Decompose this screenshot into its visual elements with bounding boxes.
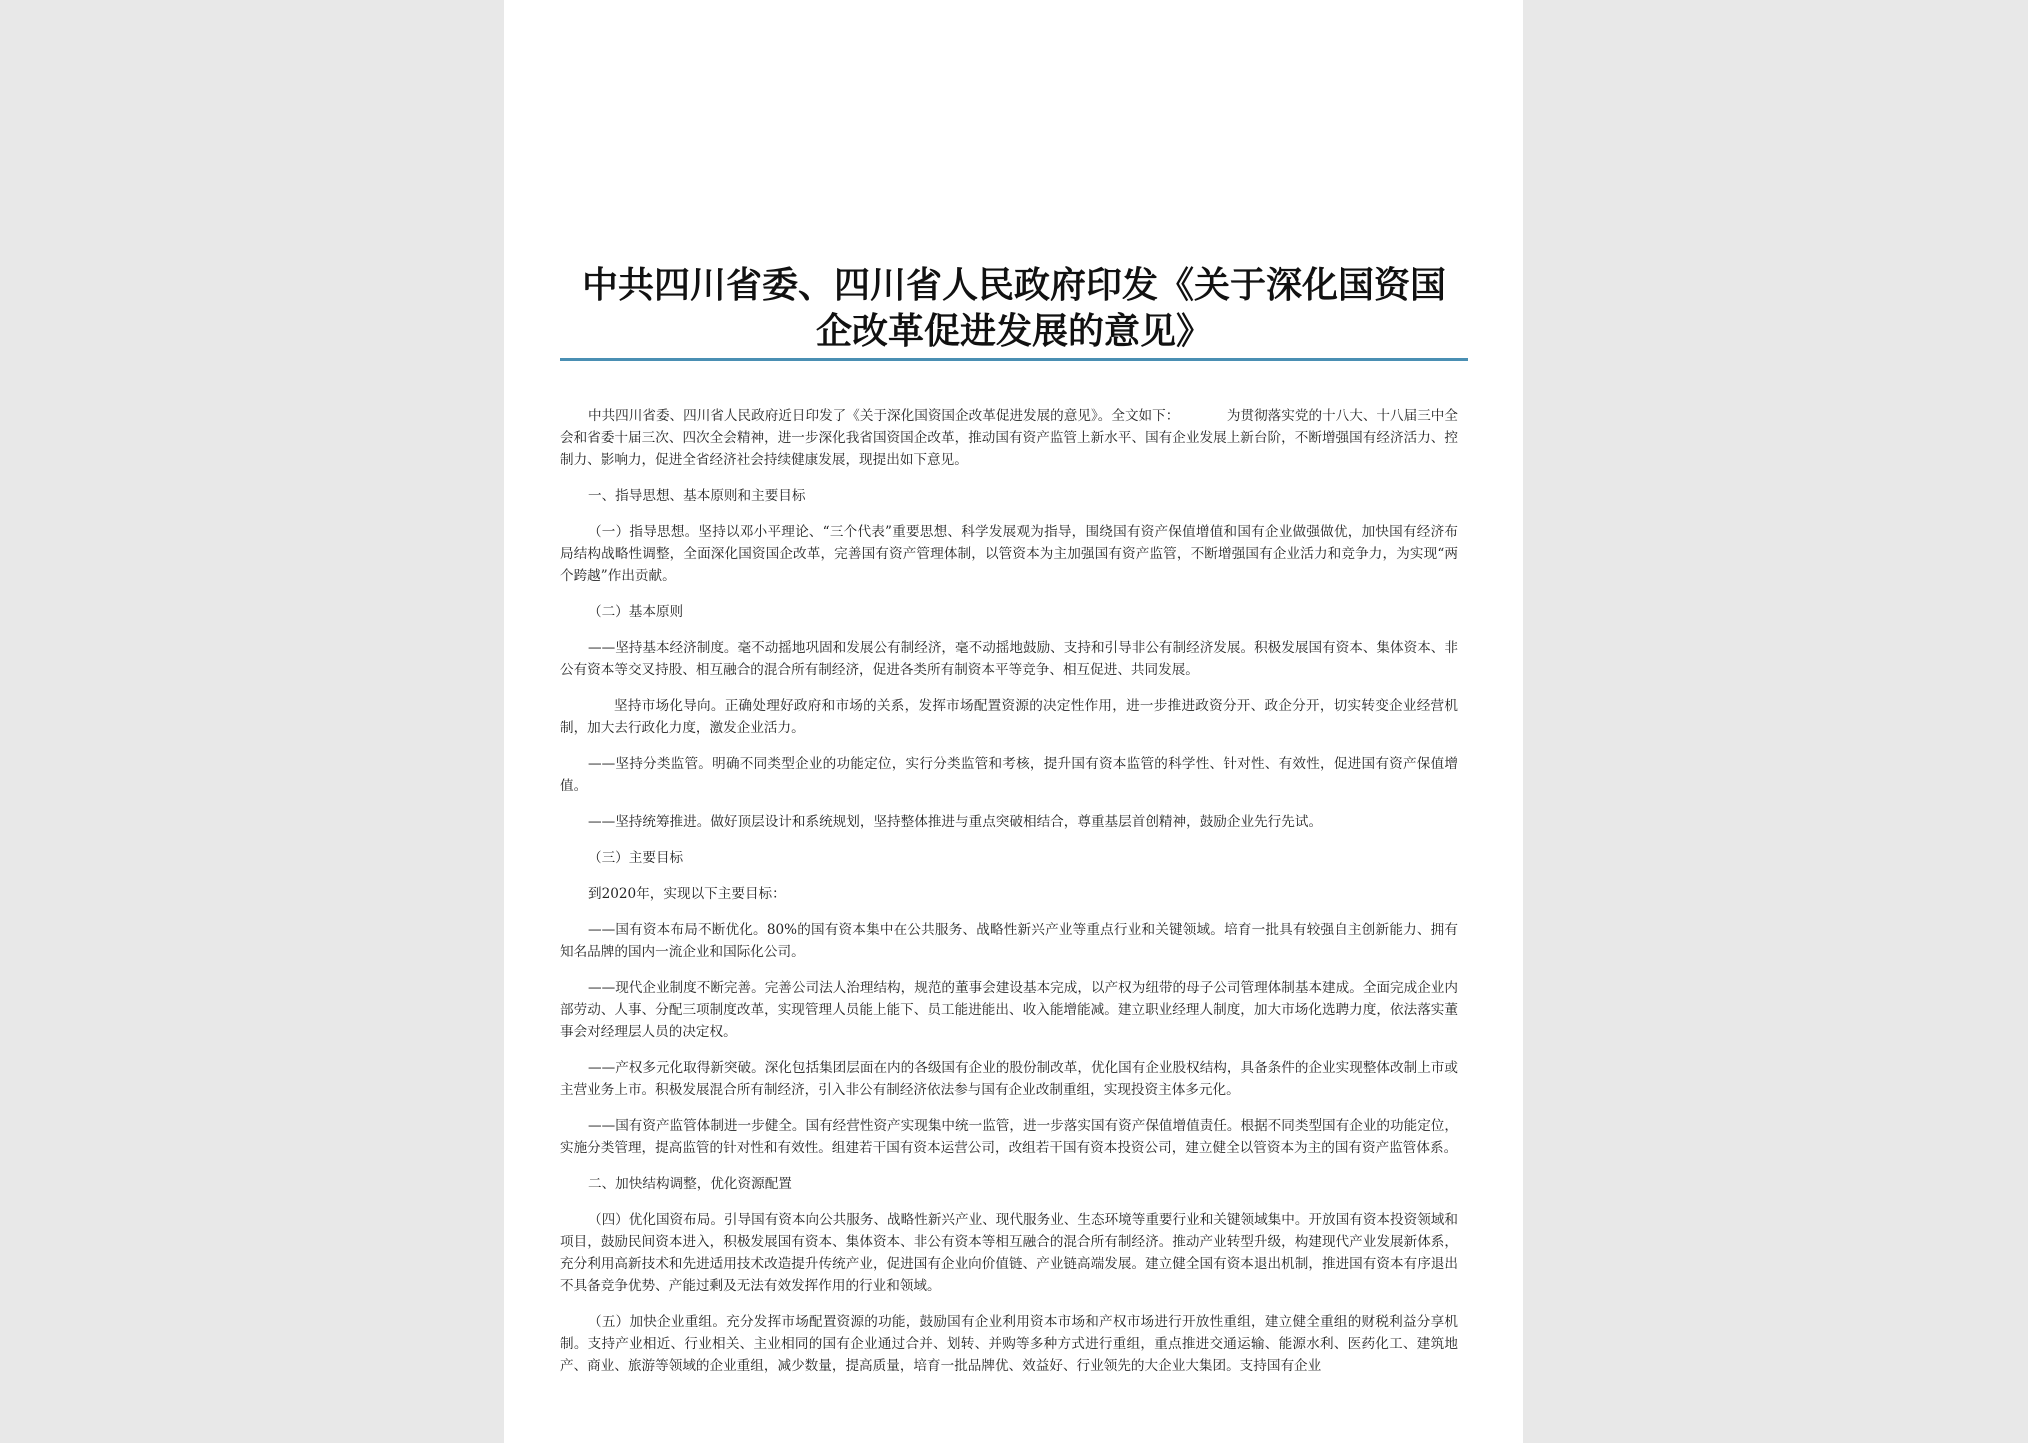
paragraph: ——坚持分类监管。明确不同类型企业的功能定位，实行分类监管和考核，提升国有资本监管的科学性、针对性、有效性，促进国有资产保值增值。 [560,756,1458,794]
paragraph: ——国有资产监管体制进一步健全。国有经营性资产实现集中统一监管，进一步落实国有资产保值增值责任。根据不同类型国有企业的功能定位，实施分类管理，提高监管的针对性和有效性。组建若干国有资本运营公司，改组若干国有资本投资公司，建立健全以管资本为主的国有资产监管体系。 [560,1118,1458,1156]
paragraph: ——现代企业制度不断完善。完善公司法人治理结构，规范的董事会建设基本完成，以产权为纽带的母子公司管理体制基本建成。全面完成企业内部劳动、人事、分配三项制度改革，实现管理人员能上能下、员工能进能出、收入能增能减。建立职业经理人制度，加大市场化选聘力度，依法落实董事会对经理层人员的决定权。 [560,980,1458,1040]
paragraph: （一）指导思想。坚持以邓小平理论、“三个代表”重要思想、科学发展观为指导，围绕国有资产保值增值和国有企业做强做优，加快国有经济布局结构战略性调整，全面深化国资国企改革，完善国有资产管理体制，以管资本为主加强国有资产监管，不断增强国有企业活力和竞争力，为实现“两个跨越”作出贡献。 [560,524,1458,584]
subsection-heading: （二）基本原则 [588,604,684,620]
title-line-1: 中共四川省委、四川省人民政府印发《关于深化国资国 [581,264,1446,306]
paragraph: （五）加快企业重组。充分发挥市场配置资源的功能，鼓励国有企业利用资本市场和产权市场进行开放性重组，建立健全重组的财税利益分享机制。支持产业相近、行业相关、主业相同的国有企业通过合并、划转、并购等多种方式进行重组，重点推进交通运输、能源水利、医药化工、建筑地产、商业、旅游等领域的企业重组，减少数量，提高质量，培育一批品牌优、效益好、行业领先的大企业大集团。支持国有企业 [560,1314,1458,1374]
paragraph: 坚持市场化导向。正确处理好政府和市场的关系，发挥市场配置资源的决定性作用，进一步推进政资分开、政企分开，切实转变企业经营机制，加大去行政化力度，激发企业活力。 [560,698,1458,736]
title-underline [560,358,1468,361]
paragraph: ——产权多元化取得新突破。深化包括集团层面在内的各级国有企业的股份制改革，优化国有企业股权结构，具备条件的企业实现整体改制上市或主营业务上市。积极发展混合所有制经济，引入非公有制经济依法参与国有企业改制重组，实现投资主体多元化。 [560,1060,1458,1098]
document-page [504,0,1523,1443]
document-title [560,262,1468,354]
paragraph: ——国有资本布局不断优化。80%的国有资本集中在公共服务、战略性新兴产业等重点行业和关键领域。培育一批具有较强自主创新能力、拥有知名品牌的国内一流企业和国际化公司。 [560,922,1458,960]
section-heading-2: 二、加快结构调整，优化资源配置 [588,1176,792,1192]
subsection-heading: （三）主要目标 [588,850,684,866]
paragraph: 到2020年，实现以下主要目标： [588,886,786,902]
paragraph-intro: 中共四川省委、四川省人民政府近日印发了《关于深化国资国企改革促进发展的意见》。全文如下： 为贯彻落实党的十八大、十八届三中全会和省委十届三次、四次全会精神，进一步深化我省国资国企改革，推动国有资产监管上新水平、国有企业发展上新台阶，不断增强国有经济活力、控制力、影响力，促进全省经济社会持续健康发展，现提出如下意见。 [560,408,1458,468]
paragraph: ——坚持基本经济制度。毫不动摇地巩固和发展公有制经济，毫不动摇地鼓励、支持和引导非公有制经济发展。积极发展国有资本、集体资本、非公有资本等交叉持股、相互融合的混合所有制经济，促进各类所有制资本平等竞争、相互促进、共同发展。 [560,640,1458,678]
section-heading-1: 一、指导思想、基本原则和主要目标 [588,488,806,504]
paragraph: （四）优化国资布局。引导国有资本向公共服务、战略性新兴产业、现代服务业、生态环境等重要行业和关键领域集中。开放国有资本投资领域和项目，鼓励民间资本进入，积极发展国有资本、集体资本、非公有资本等相互融合的混合所有制经济。推动产业转型升级，构建现代产业发展新体系，充分利用高新技术和先进适用技术改造提升传统产业，促进国有企业向价值链、产业链高端发展。建立健全国有资本退出机制，推进国有资本有序退出不具备竞争优势、产能过剩及无法有效发挥作用的行业和领域。 [560,1212,1458,1294]
paragraph: ——坚持统筹推进。做好顶层设计和系统规划，坚持整体推进与重点突破相结合，尊重基层首创精神，鼓励企业先行先试。 [588,814,1323,830]
document-body [560,405,1458,1391]
title-line-2: 企改革促进发展的意见》 [815,310,1212,352]
